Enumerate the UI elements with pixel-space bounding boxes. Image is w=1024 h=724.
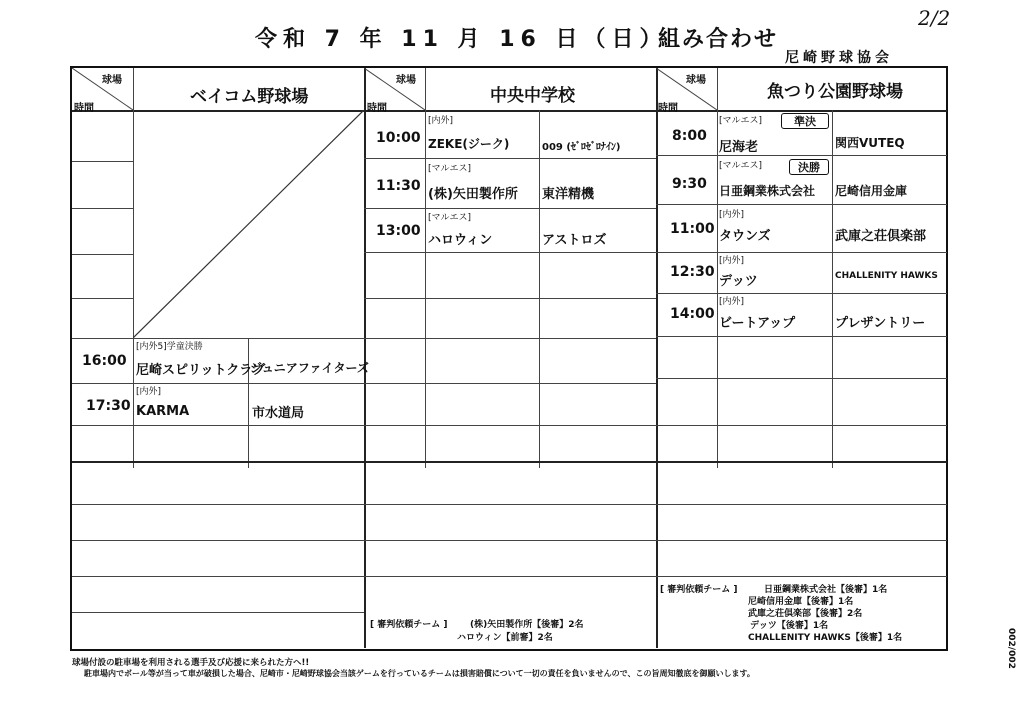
umpire-line: 武庫之荘倶楽部【後審】2名 (748, 609, 863, 619)
game-time: 9:30 (672, 176, 707, 192)
away-team: CHALLENITY HAWKS (835, 271, 938, 281)
venue-col-label: 球場 (102, 75, 122, 86)
game-tag: [内外] (719, 297, 745, 307)
game-tag: [マルエス] (719, 161, 763, 171)
venue-baycom: ベイコム野球場 (190, 87, 309, 107)
home-team: ビートアップ (719, 316, 796, 331)
game-time: 16:00 (82, 353, 127, 369)
umpire-line: 日亜鋼業株式会社【後審】1名 (764, 585, 888, 595)
game-time: 11:00 (670, 221, 715, 237)
game-time: 12:30 (670, 264, 715, 280)
game-time: 17:30 (86, 398, 131, 414)
venue-col-label: 球場 (686, 75, 706, 86)
game-tag: [マルエス] (719, 116, 763, 126)
game-tag: [内外] (719, 256, 745, 266)
home-team: タウンズ (719, 229, 771, 244)
game-time: 10:00 (376, 130, 421, 146)
game-tag: [内外] (136, 387, 162, 397)
home-team: ZEKE(ジーク) (428, 137, 510, 151)
home-team: 尼崎スピリットクラブ (136, 363, 266, 378)
venue-uotsuri-park: 魚つり公園野球場 (767, 82, 903, 102)
venue-col-label: 球場 (396, 75, 416, 86)
game-tag: [内外] (719, 210, 745, 220)
away-team: 東洋精機 (542, 187, 595, 202)
away-team: 尼崎信用金庫 (835, 184, 908, 198)
away-team: アストロズ (542, 233, 607, 248)
home-team: 日亜鋼業株式会社 (719, 184, 816, 198)
page-mark: 2/2 (918, 6, 951, 30)
game-time: 8:00 (672, 128, 707, 144)
away-team: ジュニアファイターズ (250, 361, 369, 375)
schedule-table (70, 66, 948, 651)
game-time: 13:00 (376, 223, 421, 239)
unused-slot-diagonal (133, 110, 364, 338)
page-number-mark: 002/002 (1006, 628, 1016, 669)
schedule-date-title: 令和 7 年 11 月 16 日（日） (255, 27, 668, 52)
schedule-subtitle: 組み合わせ (658, 27, 779, 52)
umpire-line: ハロウィン【前審】2名 (457, 633, 553, 643)
parking-notice-body: 駐車場内でボール等が当って車が破損した場合、尼崎市・尼崎野球協会当該ゲームを行っているチームは損害賠償について一切の責任を負いませんので、この旨周知徹底を御願いします。 (84, 669, 755, 678)
game-time: 11:30 (376, 178, 421, 194)
organizer-name: 尼崎野球協会 (785, 50, 893, 66)
home-team: ハロウィン (428, 233, 493, 248)
home-team: KARMA (136, 404, 190, 419)
away-team: 武庫之荘倶楽部 (835, 229, 927, 244)
home-team: デッツ (719, 274, 758, 289)
final-badge: 決勝 (789, 159, 829, 175)
away-team: 関西VUTEQ (835, 136, 905, 150)
umpire-line: (株)矢田製作所【後審】2名 (470, 620, 584, 630)
home-team: (株)矢田製作所 (428, 187, 518, 202)
parking-notice-title: 球場付設の駐車場を利用される選手及び応援に来られた方へ!! (72, 658, 310, 668)
time-col-label: 時間 (367, 103, 387, 114)
game-tag: [マルエス] (428, 213, 472, 223)
time-col-label: 時間 (658, 103, 678, 114)
umpire-label: [ 審判依頼チーム ] (370, 620, 448, 630)
game-time: 14:00 (670, 306, 715, 322)
semifinal-badge: 準決 (781, 113, 829, 129)
umpire-label: [ 審判依頼チーム ] (660, 585, 738, 595)
umpire-line: 尼崎信用金庫【後審】1名 (748, 597, 854, 607)
game-tag: [内外5]学童決勝 (136, 342, 203, 352)
time-col-label: 時間 (74, 103, 94, 114)
away-team: 市水道局 (252, 406, 305, 421)
umpire-line: CHALLENITY HAWKS【後審】1名 (748, 633, 903, 643)
home-team: 尼海老 (719, 140, 759, 155)
away-team: プレザントリー (835, 316, 926, 331)
game-tag: [マルエス] (428, 164, 472, 174)
venue-chuo-jhs: 中央中学校 (490, 86, 575, 106)
away-team: 009 (ｾﾞﾛｾﾞﾛﾅｲﾝ) (542, 142, 621, 153)
game-tag: [内外] (428, 116, 454, 126)
umpire-line: デッツ【後審】1名 (750, 621, 829, 631)
